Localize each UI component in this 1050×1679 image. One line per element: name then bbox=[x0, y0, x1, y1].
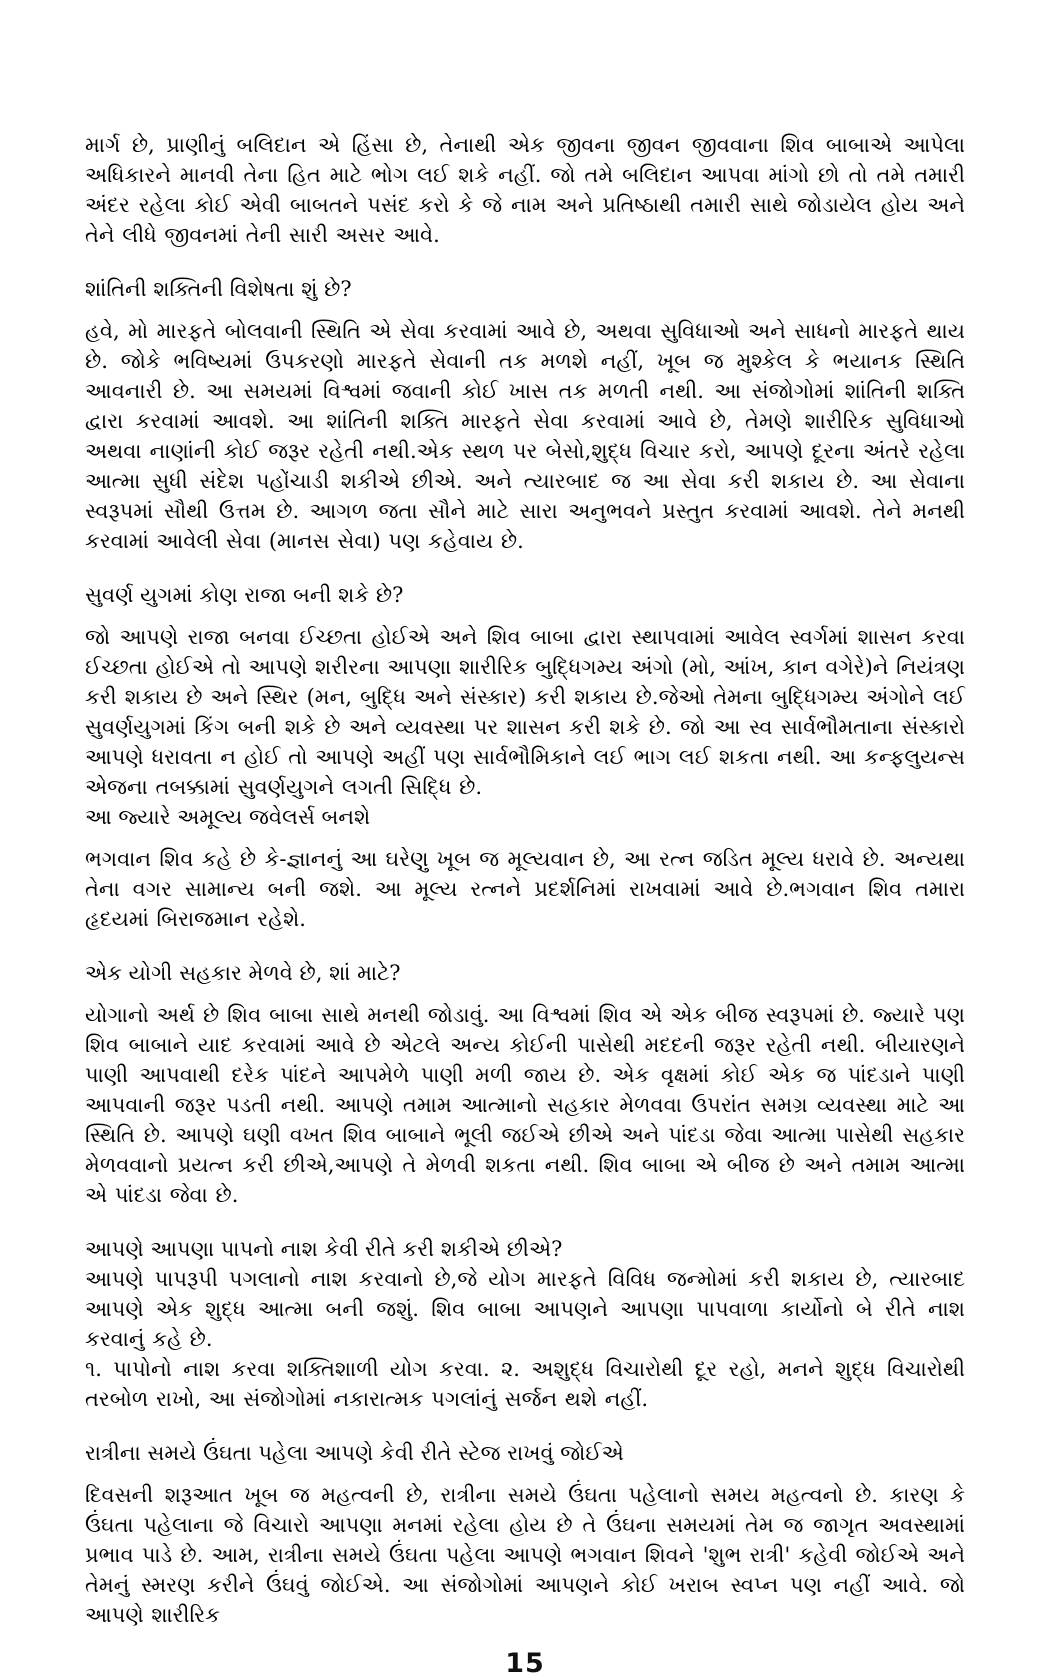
body-paragraph: દિવસની શરૂઆત ખૂબ જ મહત્વની છે, રાત્રીના સમયે ઉંઘતા પહેલાનો સમય મહત્વનો છે. કારણ કે ઉંઘતા પહેલાના જે વિચારો આપણા મનમાં રહેલા હોય છે તે ઉંઘના સમયમાં તેમ જ જાગૃત અવસ્થામાં પ્રભાવ પાડે છે. આમ, રાત્રીના સમયે ઉંઘતા પહેલા આપણે ભગવાન શિવને 'શુભ રાત્રી' કહેવી જોઈએ અને તેમનું સ્મરણ કરીને ઉંઘવું જોઈએ. આ સંજોગોમાં આપણને કોઈ ખરાબ સ્વપ્ન પણ નહીં આવે. જો આપણે શારીરિક bbox=[85, 1483, 965, 1627]
body-paragraph: ભગવાન શિવ કહે છે કે-જ્ઞાનનું આ ઘરેણુ ખૂબ જ મૂલ્યવાન છે, આ રત્ન જડિત મૂલ્ય ધરાવે છે. અન્યથા તેના વગર સામાન્ય બની જશે. આ મૂલ્ય રત્નને પ્રદર્શનિમાં રાખવામાં આવે છે.ભગવાન શિવ તમારા હૃદયમાં બિરાજમાન રહેશે. bbox=[85, 847, 965, 931]
page-footer bbox=[85, 1648, 965, 1679]
body-paragraph: હવે, મો મારફતે બોલવાની સ્થિતિ એ સેવા કરવામાં આવે છે, અથવા સુવિધાઓ અને સાધનો મારફતે થાય છે. જોકે ભવિષ્યમાં ઉપકરણો મારફતે સેવાની તક મળશે નહીં, ખૂબ જ મુશ્કેલ કે ભયાનક સ્થિતિ આવનારી છે. આ સમયમાં વિશ્વમાં જવાની કોઈ ખાસ તક મળતી નથી. આ સંજોગોમાં શાંતિની શક્તિ દ્વારા કરવામાં આવશે. આ શાંતિની શક્તિ મારફતે સેવા કરવામાં આવે છે, તેમણે શારીરિક સુવિધાઓ અથવા નાણાંની કોઈ જરૂર રહેતી નથી.એક સ્થળ પર બેસો,શુદ્ધ વિચાર કરો, આપણે દૂરના અંતરે રહેલા આત્મા સુધી સંદેશ પહોંચાડી શકીએ છીએ. અને ત્યારબાદ જ આ સેવા કરી શકાય છે. આ સેવાના સ્વરૂપમાં સૌથી ઉત્તમ છે. આગળ જતા સૌને માટે સારા અનુભવને પ્રસ્તુત કરવામાં આવશે. તેને મનથી કરવામાં આવેલી સેવા (માનસ સેવા) પણ કહેવાય છે. bbox=[85, 319, 965, 553]
body-paragraph: માર્ગ છે, પ્રાણીનું બલિદાન એ હિંસા છે, તેનાથી એક જીવના જીવન જીવવાના શિવ બાબાએ આપેલા અધિકારને માનવી તેના હિત માટે ભોગ લઈ શકે નહીં. જો તમે બલિદાન આપવા માંગો છો તો તમે તમારી અંદર રહેલા કોઈ એવી બાબતને પસંદ કરો કે જે નામ અને પ્રતિષ્ઠાથી તમારી સાથે જોડાયેલ હોય અને તેને લીધે જીવનમાં તેની સારી અસર આવે. bbox=[85, 133, 965, 247]
body-paragraph: આપણે પાપરૂપી પગલાનો નાશ કરવાનો છે,જે યોગ મારફતે વિવિધ જન્મોમાં કરી શકાય છે, ત્યારબાદ આપણે એક શુદ્ધ આત્મા બની જશું. શિવ બાબા આપણને આપણા પાપવાળા કાર્યોનો બે રીતે નાશ કરવાનું કહે છે. bbox=[85, 1267, 965, 1351]
page-number: 15 bbox=[505, 1648, 545, 1679]
section-heading: સુવર્ણ યુગમાં કોણ રાજા બની શકે છે? bbox=[85, 583, 404, 607]
section-heading: શાંતિની શક્તિની વિશેષતા શું છે? bbox=[85, 277, 352, 301]
body-paragraph: જો આપણે રાજા બનવા ઈચ્છતા હોઈએ અને શિવ બાબા દ્વારા સ્થાપવામાં આવેલ સ્વર્ગમાં શાસન કરવા ઈચ્છતા હોઈએ તો આપણે શરીરના આપણા શારીરિક બુદ્ધિગમ્ય અંગો (મો, આંખ, કાન વગેરે)ને નિયંત્રણ કરી શકાય છે અને સ્થિર (મન, બુદ્ધિ અને સંસ્કાર) કરી શકાય છે.જેઓ તેમના બુદ્ધિગમ્ય અંગોને લઈ સુવર્ણયુગમાં કિંગ બની શકે છે અને વ્યવસ્થા પર શાસન કરી શકે છે. જો આ સ્વ સાર્વભૌમતાના સંસ્કારો આપણે ધરાવતા ન હોઈ તો આપણે અહીં પણ સાર્વભૌમિકાને લઈ ભાગ લઈ શકતા નથી. આ કન્ફલુયન્સ એજના તબક્કામાં સુવર્ણયુગને લગતી સિદ્ધિ છે. bbox=[85, 625, 965, 799]
section-heading: આપણે આપણા પાપનો નાશ કેવી રીતે કરી શકીએ છીએ? bbox=[85, 1237, 563, 1261]
section-heading: રાત્રીના સમયે ઉંઘતા પહેલા આપણે કેવી રીતે સ્ટેજ રાખવું જોઈએ bbox=[85, 1441, 624, 1465]
body-paragraph: યોગાનો અર્થ છે શિવ બાબા સાથે મનથી જોડાવું. આ વિશ્વમાં શિવ એ એક બીજ સ્વરૂપમાં છે. જ્યારે પણ શિવ બાબાને યાદ કરવામાં આવે છે એટલે અન્ય કોઈની પાસેથી મદદની જરૂર રહેતી નથી. બીયારણને પાણી આપવાથી દરેક પાંદને આપમેળે પાણી મળી જાય છે. એક વૃક્ષમાં કોઈ એક જ પાંદડાને પાણી આપવાની જરૂર પડતી નથી. આપણે તમામ આત્માનો સહકાર મેળવવા ઉપરાંત સમગ્ર વ્યવસ્થા માટે આ સ્થિતિ છે. આપણે ઘણી વખત શિવ બાબાને ભૂલી જઈએ છીએ અને પાંદડા જેવા આત્મા પાસેથી સહકાર મેળવવાનો પ્રયત્ન કરી છીએ,આપણે તે મેળવી શકતા નથી. શિવ બાબા એ બીજ છે અને તમામ આત્મા એ પાંદડા જેવા છે. bbox=[85, 1003, 965, 1207]
section-heading: એક યોગી સહકાર મેળવે છે, શાં માટે? bbox=[85, 961, 401, 985]
body-paragraph: ૧. પાપોનો નાશ કરવા શક્તિશાળી યોગ કરવા. ૨. અશુદ્ધ વિચારોથી દૂર રહો, મનને શુદ્ધ વિચારોથી તરબોળ રાખો, આ સંજોગોમાં નકારાત્મક પગલાંનું સર્જન થશે નહીં. bbox=[85, 1357, 965, 1411]
document-content bbox=[85, 130, 965, 1630]
section-heading: આ જ્યારે અમૂલ્ય જવેલર્સ બનશે bbox=[85, 805, 371, 829]
